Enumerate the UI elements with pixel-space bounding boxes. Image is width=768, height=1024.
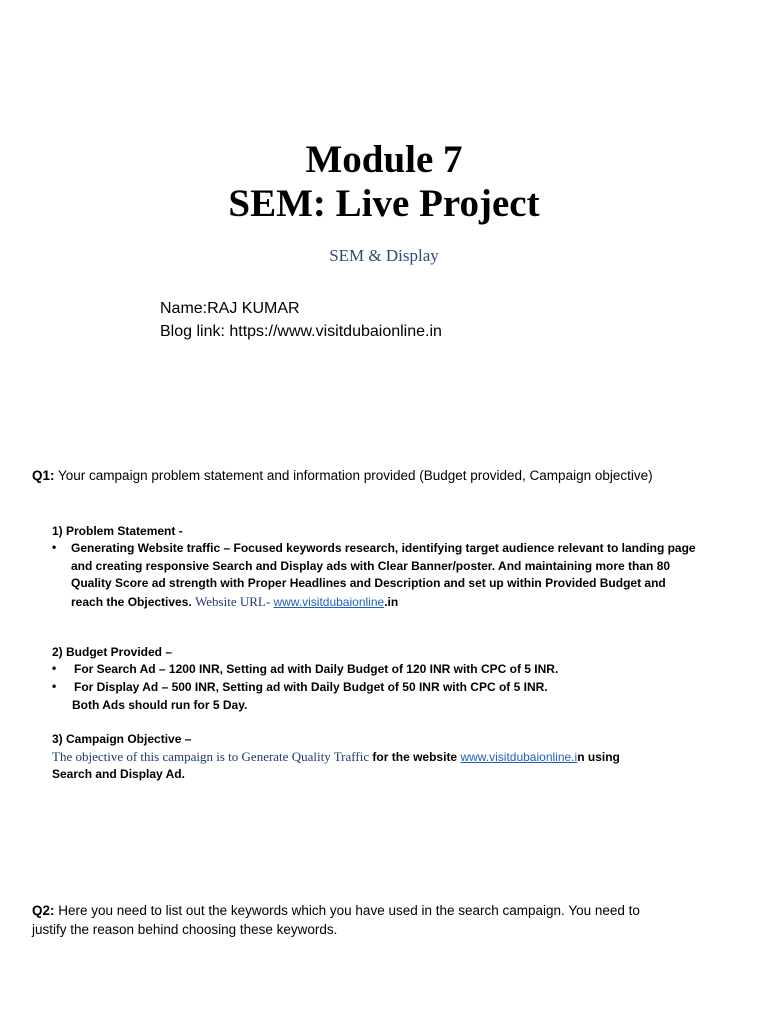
problem-line: Generating Website traffic – Focused keywords research, identifying target audience relevant to landing page (71, 541, 696, 555)
question-2-line-2: justify the reason behind choosing these keywords. (32, 922, 338, 937)
problem-line: and creating responsive Search and Display ads with Clear Banner/poster. And maintaining more than 80 (71, 558, 671, 573)
bullet-icon: • (52, 540, 57, 554)
question-1-text: Your campaign problem statement and information provided (Budget provided, Campaign objective) (54, 468, 653, 483)
student-name: Name:RAJ KUMAR (160, 300, 300, 317)
website-url-suffix: .in (384, 594, 399, 609)
question-2-label: Q2: (32, 903, 55, 918)
problem-line (71, 593, 398, 612)
question-2-text: Here you need to list out the keywords which you have used in the search campaign. You need to (54, 903, 640, 918)
objective-link-suffix: n (577, 750, 585, 764)
objective-heading: 3) Campaign Objective – (52, 732, 192, 746)
website-url-link[interactable]: www.visitdubaionline (273, 594, 385, 609)
website-url-label: Website URL- (195, 593, 274, 609)
module-title: Module 7 (305, 138, 463, 181)
question-2 (32, 901, 742, 920)
objective-text: The objective of this campaign is to Generate Quality Traffic (52, 749, 370, 764)
subtitle: SEM & Display (329, 246, 439, 265)
objective-website-link[interactable]: www.visitdubaionline.i (460, 750, 578, 764)
bullet-icon: • (52, 679, 57, 693)
blog-link: Blog link: https://www.visitdubaionline.in (160, 323, 442, 340)
project-title: SEM: Live Project (228, 182, 540, 225)
question-1 (32, 466, 653, 485)
budget-item: For Display Ad – 500 INR, Setting ad with Daily Budget of 50 INR with CPC of 5 INR. (74, 680, 548, 694)
bullet-icon: • (52, 661, 57, 675)
objective-line-2: Search and Display Ad. (52, 766, 185, 781)
problem-line-text: reach the Objectives. (71, 594, 196, 609)
problem-line: Quality Score ad strength with Proper Headlines and Description and set up within Provided Budget and (71, 576, 666, 590)
problem-heading: 1) Problem Statement - (52, 524, 183, 538)
budget-heading: 2) Budget Provided – (52, 645, 173, 659)
question-1-label: Q1: (32, 468, 55, 483)
objective-tail: using (584, 750, 620, 764)
objective-mid: for the website (369, 750, 461, 764)
objective-line (52, 748, 620, 767)
budget-note: Both Ads should run for 5 Day. (72, 697, 248, 712)
budget-item: For Search Ad – 1200 INR, Setting ad with Daily Budget of 120 INR with CPC of 5 INR. (74, 662, 559, 676)
